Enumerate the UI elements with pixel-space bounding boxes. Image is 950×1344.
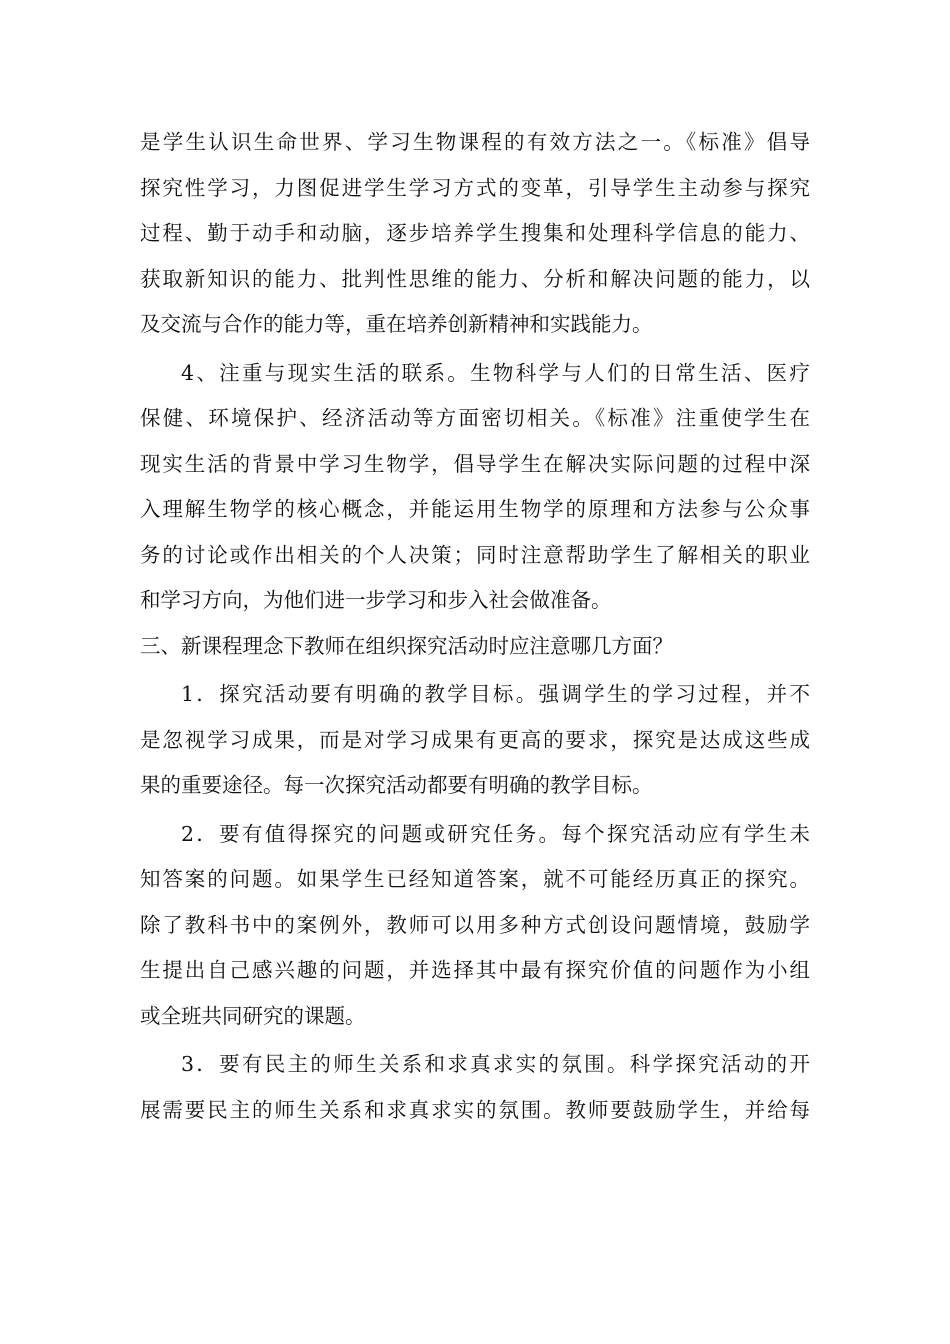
text-line: 2．要有值得探究的问题或研究任务。每个探究活动应有学生未: [181, 821, 810, 846]
text-line: 现实生活的背景中学习生物学，倡导学生在解决实际问题的过程中深: [140, 451, 810, 476]
text-line: 探究性学习，力图促进学生学习方式的变革，引导学生主动参与探究: [140, 175, 810, 200]
text-line: 入理解生物学的核心概念，并能运用生物学的原理和方法参与公众事: [140, 497, 810, 521]
text-line: 展需要民主的师生关系和求真求实的氛围。教师要鼓励学生，并给每: [140, 1097, 810, 1122]
text-line: 过程、勤于动手和动脑，逐步培养学生搜集和处理科学信息的能力、: [140, 221, 810, 245]
text-line: 知答案的问题。如果学生已经知道答案，就不可能经历真正的探究。: [140, 867, 810, 891]
section-heading: 三、新课程理念下教师在组织探究活动时应注意哪几方面？: [140, 633, 673, 658]
text-line: 果的重要途径。每一次探究活动都要有明确的教学目标。: [140, 773, 653, 797]
text-line: 或全班共同研究的课题。: [140, 1003, 366, 1028]
text-line: 是忽视学习成果，而是对学习成果有更高的要求，探究是达成这些成: [140, 727, 810, 752]
text-line: 是学生认识生命世界、学习生物课程的有效方法之一。《标准》倡导: [140, 130, 810, 154]
text-line: 生提出自己感兴趣的问题，并选择其中最有探究价值的问题作为小组: [140, 958, 810, 982]
text-line: 1．探究活动要有明确的教学目标。强调学生的学习过程，并不: [181, 682, 810, 706]
text-line: 获取新知识的能力、批判性思维的能力、分析和解决问题的能力，以: [140, 266, 810, 291]
text-line: 和学习方向，为他们进一步学习和步入社会做准备。: [140, 588, 612, 612]
text-line: 4、注重与现实生活的联系。生物科学与人们的日常生活、医疗: [181, 360, 810, 385]
document-body: [140, 120, 810, 1133]
text-line: 务的讨论或作出相关的个人决策；同时注意帮助学生了解相关的职业: [140, 542, 810, 567]
text-line: 及交流与合作的能力等，重在培养创新精神和实践能力。: [140, 312, 653, 336]
text-line: 3．要有民主的师生关系和求真求实的氛围。科学探究活动的开: [181, 1052, 810, 1076]
text-line: 除了教科书中的案例外，教师可以用多种方式创设问题情境，鼓励学: [140, 912, 810, 937]
text-line: 保健、环境保护、经济活动等方面密切相关。《标准》注重使学生在: [140, 406, 810, 430]
